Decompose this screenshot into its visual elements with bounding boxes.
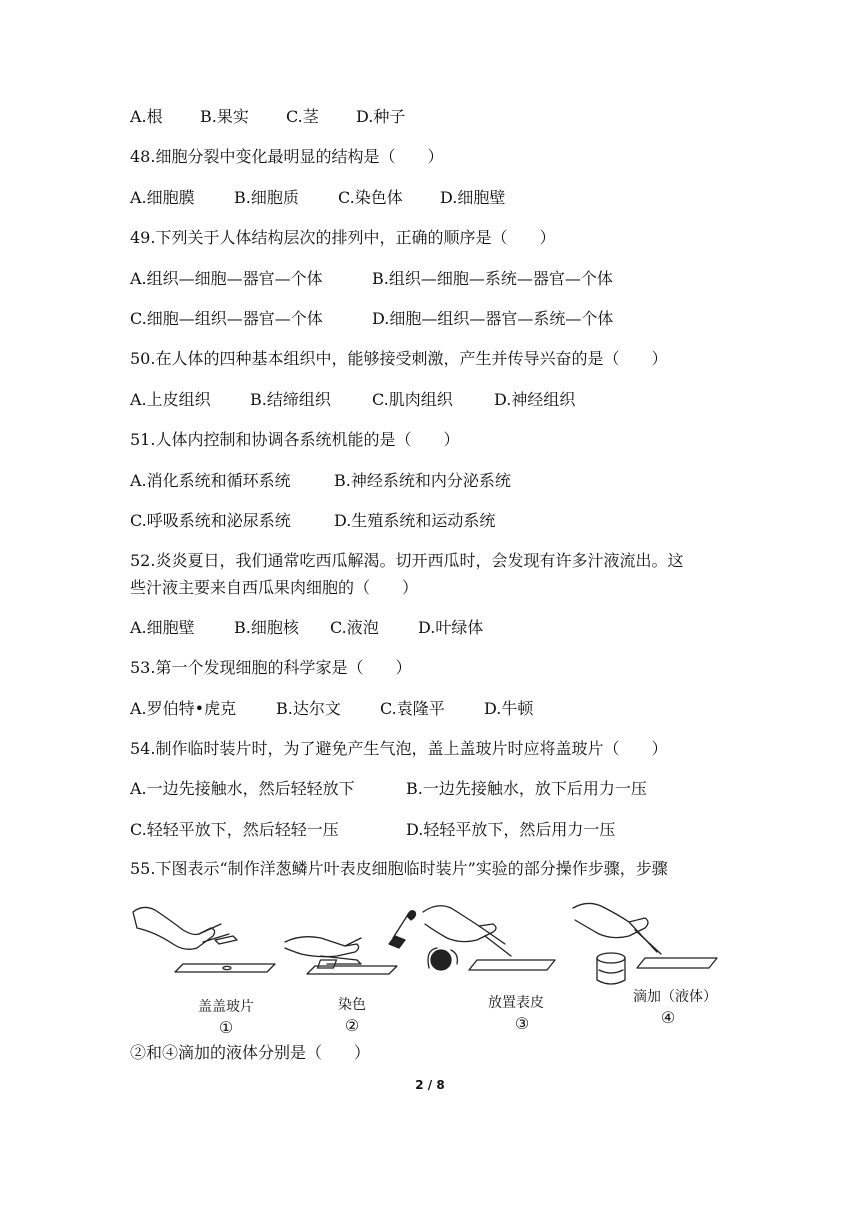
option: B.结缔组织	[250, 390, 331, 409]
option: C.轻轻平放下，然后轻轻一压	[130, 820, 339, 839]
question-49: 49.下列关于人体结构层次的排列中，正确的顺序是（ ）	[130, 228, 556, 247]
option: D.神经组织	[494, 390, 576, 409]
slide-preparation-figure	[125, 898, 745, 1038]
question-55-line2: ②和④滴加的液体分别是（ ）	[130, 1043, 371, 1062]
option: D.牛顿	[484, 699, 534, 718]
option: C.呼吸系统和泌尿系统	[130, 511, 291, 530]
step3-drawing	[423, 906, 555, 970]
question-51: 51.人体内控制和协调各系统机能的是（ ）	[130, 430, 460, 449]
option: A.细胞膜	[130, 188, 195, 207]
option: B.果实	[200, 107, 249, 126]
q49-options-2	[130, 308, 613, 330]
option: C.染色体	[338, 188, 403, 207]
option: D.细胞壁	[440, 188, 506, 207]
q51-options-1	[130, 470, 511, 492]
option: A.组织—细胞—器官—个体	[130, 269, 323, 288]
step1-number: ①	[218, 1018, 234, 1037]
q54-options-2	[130, 819, 615, 841]
option: C.细胞—组织—器官—个体	[130, 309, 323, 328]
option: A.细胞壁	[130, 618, 195, 637]
q47-options	[130, 106, 405, 128]
question-50: 50.在人体的四种基本组织中，能够接受刺激，产生并传导兴奋的是（ ）	[130, 349, 668, 368]
step4-drawing	[573, 903, 717, 984]
q51-options-2	[130, 510, 495, 532]
question-52-line2: 些汁液主要来自西瓜果肉细胞的（ ）	[130, 578, 419, 597]
option: B.细胞核	[234, 618, 299, 637]
option: A.根	[130, 107, 163, 126]
step2-caption: 染色	[338, 997, 366, 1013]
option: C.肌肉组织	[372, 390, 453, 409]
option: D.细胞—组织—器官—系统—个体	[372, 309, 614, 328]
option: D.轻轻平放下，然后用力一压	[406, 820, 616, 839]
q50-options	[130, 389, 575, 411]
option: C.茎	[286, 107, 319, 126]
question-54: 54.制作临时装片时，为了避免产生气泡，盖上盖玻片时应将盖玻片（ ）	[130, 739, 668, 758]
question-48: 48.细胞分裂中变化最明显的结构是（ ）	[130, 147, 444, 166]
q49-options-1	[130, 268, 613, 290]
page-number: 2 / 8	[415, 1078, 445, 1092]
procedure-illustration	[125, 898, 745, 993]
step4-caption: 滴加（液体）	[633, 989, 717, 1005]
option: B.达尔文	[276, 699, 341, 718]
option: A.罗伯特•虎克	[130, 699, 237, 718]
question-55-line1: 55.下图表示“制作洋葱鳞片叶表皮细胞临时装片”实验的部分操作步骤，步骤	[130, 859, 668, 878]
option: A.消化系统和循环系统	[130, 471, 291, 490]
step1-caption: 盖盖玻片	[198, 999, 254, 1015]
option: D.生殖系统和运动系统	[334, 511, 496, 530]
option: B.细胞质	[234, 188, 299, 207]
option: B.组织—细胞—系统—器官—个体	[372, 269, 613, 288]
option: C.袁隆平	[380, 699, 445, 718]
step3-number: ③	[514, 1014, 530, 1033]
step2-drawing	[285, 911, 416, 974]
option: A.上皮组织	[130, 390, 211, 409]
option: A.一边先接触水，然后轻轻放下	[130, 779, 355, 798]
option: D.叶绿体	[418, 618, 484, 637]
q53-options	[130, 698, 533, 720]
q54-options-1	[130, 778, 647, 800]
q52-options	[130, 617, 483, 639]
question-53: 53.第一个发现细胞的科学家是（ ）	[130, 658, 412, 677]
step4-number: ④	[660, 1008, 676, 1027]
option: B.神经系统和内分泌系统	[334, 471, 511, 490]
step3-caption: 放置表皮	[488, 995, 544, 1011]
question-52-line1: 52.炎炎夏日，我们通常吃西瓜解渴。切开西瓜时，会发现有许多汁液流出。这	[130, 551, 684, 570]
option: C.液泡	[330, 618, 379, 637]
step2-number: ②	[344, 1016, 360, 1035]
option: D.种子	[356, 107, 406, 126]
q48-options	[130, 187, 505, 209]
option: B.一边先接触水，放下后用力一压	[406, 779, 647, 798]
step1-drawing	[133, 907, 275, 972]
